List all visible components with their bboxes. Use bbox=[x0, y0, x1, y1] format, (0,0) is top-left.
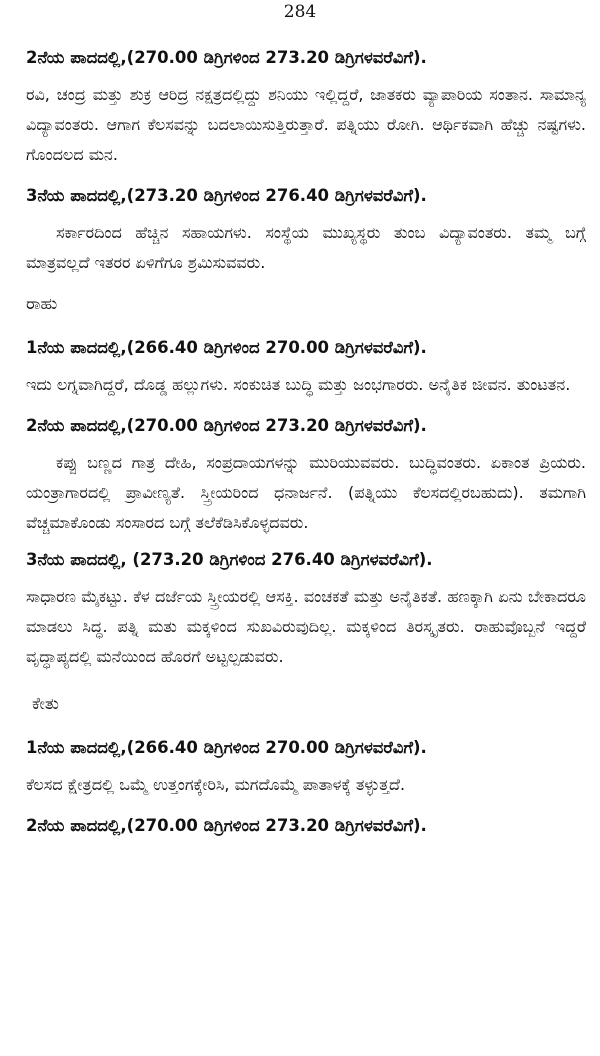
paragraph: ಇದು ಲಗ್ನವಾಗಿದ್ದರೆ, ದೊಡ್ಡ ಹಲ್ಲುಗಳು. ಸಂಕುಚಿತ ಬುದ್ಧಿ ಮತ್ತು ಜಂಭಗಾರರು. ಅನೈತಿಕ ಜೀವನ. ತುಂಟತನ. bbox=[26, 375, 571, 394]
pada-heading: 2ನೆಯ ಪಾದದಲ್ಲಿ,(270.00 ಡಿಗ್ರಿಗಳಿಂದ 273.20 ಡಿಗ್ರಿಗಳವರೆವಿಗೆ). bbox=[26, 48, 427, 67]
section-title: ಕೇತು bbox=[32, 694, 59, 713]
paragraph: ಕೆಲಸದ ಕ್ಷೇತ್ರದಲ್ಲಿ ಒಮ್ಮೆ ಉತ್ತಂಗಕ್ಕೇರಿಸಿ, ಮಗದೊಮ್ಮೆ ಪಾತಾಳಕ್ಕೆ ತಳ್ಳುತ್ತದೆ. bbox=[26, 775, 406, 794]
paragraph: ರವಿ, ಚಂದ್ರ ಮತ್ತು ಶುಕ್ರ ಆರಿದ್ರ ನಕ್ಷತ್ರದಲ್ಲಿದ್ದು ಶನಿಯು ಇಲ್ಲಿದ್ದರೆ, ಜಾತಕರು ವ್ಯಾಪಾರಿಯ ಸಂತಾನ. ಸಾಮಾನ್ಯ ವಿದ್ಯಾವಂತರು. ಆಗಾಗ ಕೆಲಸವನ್ನು ಬದಲಾಯಿಸುತ್ತಿರುತ್ತಾರೆ. ಪತ್ನಿಯು ರೋಗಿ. ಆರ್ಥಿಕವಾಗಿ ಹೆಚ್ಚು ನಷ್ಟಗಳು. ಗೊಂದಲದ ಮನ. bbox=[26, 85, 586, 164]
paragraph: ಕಪ್ಪು ಬಣ್ಣದ ಗಾತ್ರ ದೇಹಿ, ಸಂಪ್ರದಾಯಗಳನ್ನು ಮುರಿಯುವವರು. ಬುದ್ಧಿವಂತರು. ಏಕಾಂತ ಪ್ರಿಯರು. ಯಂತ್ರಾಗಾರದಲ್ಲಿ ಪ್ರಾವೀಣ್ಯತೆ. ಸ್ತ್ರೀಯರಿಂದ ಧನಾರ್ಜನೆ. (ಪತ್ನಿಯು ಕೆಲಸದಲ್ಲಿರಬಹುದು). ತಮಗಾಗಿ ವೆಚ್ಚಮಾಕೊಂಡು ಸಂಸಾರದ ಬಗ್ಗೆ ತಲೆಕೆಡಿಸಿಕೊಳ್ಳದವರು. bbox=[26, 453, 586, 532]
pada-heading: 3ನೆಯ ಪಾದದಲ್ಲಿ, (273.20 ಡಿಗ್ರಿಗಳಿಂದ 276.40 ಡಿಗ್ರಿಗಳವರೆವಿಗೆ). bbox=[26, 550, 433, 569]
pada-heading: 2ನೆಯ ಪಾದದಲ್ಲಿ,(270.00 ಡಿಗ್ರಿಗಳಿಂದ 273.20 ಡಿಗ್ರಿಗಳವರೆವಿಗೆ). bbox=[26, 816, 427, 835]
paragraph: ಸರ್ಕಾರದಿಂದ ಹೆಚ್ಚಿನ ಸಹಾಯಗಳು. ಸಂಸ್ಥೆಯ ಮುಖ್ಯಸ್ಥರು ತುಂಬ ವಿದ್ಯಾವಂತರು. ತಮ್ಮ ಬಗ್ಗೆ ಮಾತ್ರವಲ್ಲದೆ ಇತರರ ಏಳಿಗೆಗೂ ಶ್ರಮಿಸುವವರು. bbox=[26, 223, 586, 272]
paragraph: ಸಾಧಾರಣ ಮೈಕಟ್ಟು. ಕೆಳ ದರ್ಜೆಯ ಸ್ತ್ರೀಯರಲ್ಲಿ ಆಸಕ್ತಿ. ವಂಚಕತೆ ಮತ್ತು ಅನೈತಿಕತೆ. ಹಣಕ್ಕಾಗಿ ಏನು ಬೇಕಾದರೂ ಮಾಡಲು ಸಿದ್ಧ. ಪತ್ನಿ ಮತು ಮಕ್ಕಳಿಂದ ಸುಖವಿರುವುದಿಲ್ಲ. ಮಕ್ಕಳಿಂದ ತಿರಸ್ಕೃತರು. ರಾಹುವೊಬ್ಬನೆ ಇದ್ದರೆ ವೃದ್ಧಾಪ್ಯದಲ್ಲಿ ಮನೆಯಿಂದ ಹೊರಗೆ ಅಟ್ಟಲ್ಪಡುವರು. bbox=[26, 587, 586, 666]
pada-heading: 3ನೆಯ ಪಾದದಲ್ಲಿ,(273.20 ಡಿಗ್ರಿಗಳಿಂದ 276.40 ಡಿಗ್ರಿಗಳವರೆವಿಗೆ). bbox=[26, 186, 427, 205]
pada-heading: 2ನೆಯ ಪಾದದಲ್ಲಿ,(270.00 ಡಿಗ್ರಿಗಳಿಂದ 273.20 ಡಿಗ್ರಿಗಳವರೆವಿಗೆ). bbox=[26, 416, 427, 435]
pada-heading: 1ನೆಯ ಪಾದದಲ್ಲಿ,(266.40 ಡಿಗ್ರಿಗಳಿಂದ 270.00 ಡಿಗ್ರಿಗಳವರೆವಿಗೆ). bbox=[26, 338, 427, 357]
pada-heading: 1ನೆಯ ಪಾದದಲ್ಲಿ,(266.40 ಡಿಗ್ರಿಗಳಿಂದ 270.00 ಡಿಗ್ರಿಗಳವರೆವಿಗೆ). bbox=[26, 738, 427, 757]
page-number: 284 bbox=[283, 2, 317, 22]
page-content bbox=[26, 46, 586, 838]
section-title: ರಾಹು bbox=[26, 294, 58, 313]
